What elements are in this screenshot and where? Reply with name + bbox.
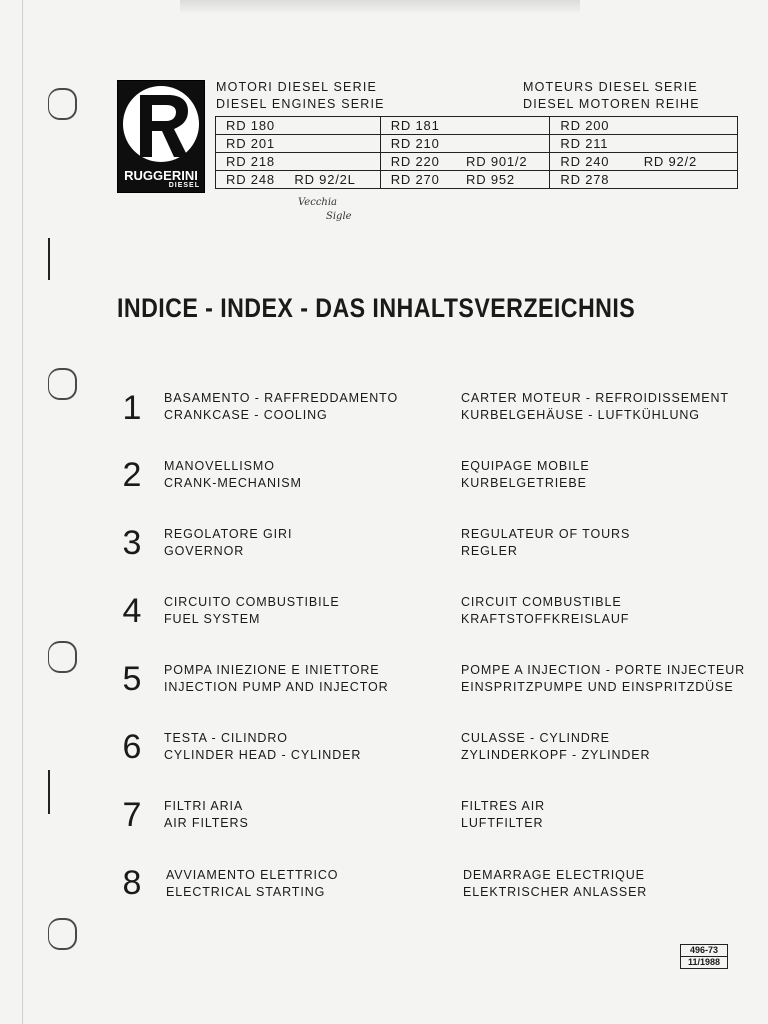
model-cell: RD 201 (216, 135, 295, 153)
scan-mark-1 (48, 238, 50, 280)
model-cell: RD 211 (550, 135, 644, 153)
punch-hole-3 (48, 641, 77, 673)
scan-mark-2 (48, 770, 50, 814)
model-cell: RD 240 (550, 153, 644, 171)
section-title-it: MANOVELLISMO (164, 459, 275, 473)
section-title-de: ZYLINDERKOPF - ZYLINDER (461, 748, 651, 762)
section-number: 6 (122, 728, 142, 766)
table-row (216, 153, 738, 171)
model-cell (294, 153, 380, 171)
table-row (216, 117, 738, 135)
section-title-en: AIR FILTERS (164, 816, 249, 830)
section-title-de: KRAFTSTOFFKREISLAUF (461, 612, 630, 626)
model-cell (466, 135, 550, 153)
section-title-en: ELECTRICAL STARTING (166, 885, 326, 899)
model-cell: RD 92/2L (294, 172, 356, 187)
page-title: INDICE - INDEX - DAS INHALTSVERZEICHNIS (117, 293, 636, 323)
model-cell: RD 180 (216, 117, 295, 135)
section-number: 3 (122, 524, 142, 562)
model-cell (644, 135, 738, 153)
header-left-line2: DIESEL ENGINES SERIE (216, 97, 385, 111)
ruggerini-logo (117, 80, 205, 193)
section-number: 7 (122, 796, 142, 834)
model-cell: RD 92/2 (644, 153, 738, 171)
model-cell: RD 248 (226, 172, 275, 187)
punch-hole-2 (48, 368, 77, 400)
model-cell: RD 181 (380, 117, 466, 135)
table-row (216, 171, 738, 189)
section-title-fr: DEMARRAGE ELECTRIQUE (463, 868, 645, 882)
section-title-it: AVVIAMENTO ELETTRICO (166, 868, 339, 882)
section-title-en: GOVERNOR (164, 544, 245, 558)
section-title-en: INJECTION PUMP AND INJECTOR (164, 680, 389, 694)
logo-r-emblem-icon (118, 81, 204, 167)
section-title-en: FUEL SYSTEM (164, 612, 261, 626)
scan-shadow (180, 0, 580, 14)
section-title-de: ELEKTRISCHER ANLASSER (463, 885, 648, 899)
handnote-line2: Sigle (326, 211, 352, 222)
section-title-de: KURBELGEHÄUSE - LUFTKÜHLUNG (461, 408, 700, 422)
handnote-line1: Vecchia (298, 197, 338, 208)
punch-hole-1 (48, 88, 77, 120)
section-title-de: EINSPRITZPUMPE UND EINSPRITZDÜSE (461, 680, 734, 694)
section-title-fr: CIRCUIT COMBUSTIBLE (461, 595, 622, 609)
section-title-de: LUFTFILTER (461, 816, 544, 830)
model-cell: RD 270 (380, 171, 466, 189)
section-title-it: CIRCUITO COMBUSTIBILE (164, 595, 340, 609)
section-title-it: FILTRI ARIA (164, 799, 244, 813)
logo-sub: DIESEL (168, 182, 200, 189)
model-cell (294, 117, 380, 135)
table-row (216, 135, 738, 153)
logo-name: RUGGERINI (124, 168, 198, 183)
section-number: 2 (122, 456, 142, 494)
section-number: 1 (122, 389, 142, 427)
model-cell: RD 278 (550, 171, 644, 189)
punch-hole-4 (48, 918, 77, 950)
document-code: 496-73 (681, 945, 727, 957)
section-title-fr: CARTER MOTEUR - REFROIDISSEMENT (461, 391, 729, 405)
header-left-line1: MOTORI DIESEL SERIE (216, 80, 378, 94)
section-title-en: CRANK-MECHANISM (164, 476, 302, 490)
header-right-line1: MOTEURS DIESEL SERIE (523, 80, 698, 94)
section-title-fr: REGULATEUR OF TOURS (461, 527, 631, 541)
section-title-de: REGLER (461, 544, 518, 558)
model-cell (644, 117, 738, 135)
section-number: 4 (122, 592, 142, 630)
model-cell (466, 117, 550, 135)
section-title-fr: EQUIPAGE MOBILE (461, 459, 590, 473)
section-title-en: CYLINDER HEAD - CYLINDER (164, 748, 362, 762)
document-date: 11/1988 (687, 957, 721, 967)
model-cell: RD 220 (380, 153, 466, 171)
section-title-fr: CULASSE - CYLINDRE (461, 731, 610, 745)
section-title-fr: FILTRES AIR (461, 799, 545, 813)
margin-line (22, 0, 23, 1024)
model-cell: RD 210 (380, 135, 466, 153)
model-cell: RD 901/2 (466, 153, 550, 171)
model-cell: RD 952 (466, 172, 515, 187)
document-code-stamp (680, 944, 728, 969)
model-cell: RD 218 (216, 153, 295, 171)
model-cell: RD 200 (550, 117, 644, 135)
section-number: 8 (122, 864, 142, 902)
section-number: 5 (122, 660, 142, 698)
section-title-en: CRANKCASE - COOLING (164, 408, 328, 422)
model-cell (294, 135, 380, 153)
section-title-fr: POMPE A INJECTION - PORTE INJECTEUR (461, 663, 746, 677)
section-title-it: TESTA - CILINDRO (164, 731, 288, 745)
section-title-it: REGOLATORE GIRI (164, 527, 293, 541)
header-right-line2: DIESEL MOTOREN REIHE (523, 97, 700, 111)
handwritten-note (298, 196, 352, 224)
model-cell (644, 171, 738, 189)
section-title-it: POMPA INIEZIONE E INIETTORE (164, 663, 380, 677)
engine-models-table (215, 116, 738, 189)
section-title-it: BASAMENTO - RAFFREDDAMENTO (164, 391, 399, 405)
section-title-de: KURBELGETRIEBE (461, 476, 587, 490)
